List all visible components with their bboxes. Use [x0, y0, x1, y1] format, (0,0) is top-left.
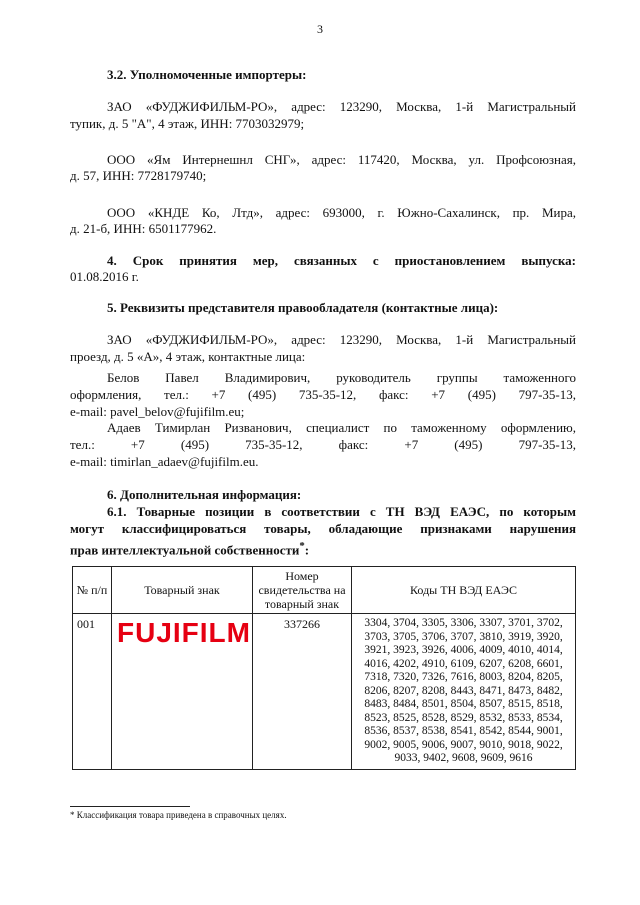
codes-line: 3304, 3704, 3305, 3306, 3307, 3701, 3702,	[364, 617, 563, 629]
section-4-line-1: 4. Срок принятия мер, связанных с приостановлением выпуска:	[107, 253, 576, 268]
codes-line: 7318, 7320, 7326, 7616, 8003, 8204, 8205,	[364, 671, 563, 683]
table-row	[73, 614, 576, 770]
rep-org-line-2: проезд, д. 5 «А», 4 этаж, контактные лица:	[70, 349, 306, 364]
importer-1-line-2: тупик, д. 5 "А", 4 этаж, ИНН: 7703032979;	[70, 116, 305, 131]
tnved-codes-table	[72, 566, 576, 770]
codes-cell	[352, 614, 576, 770]
contact-2-line-1: Адаев Тимирлан Ризванович, специалист по таможенному оформлению,	[107, 420, 576, 435]
codes-line: 8206, 8207, 8208, 8443, 8471, 8473, 8482,	[364, 684, 563, 697]
header-trademark: Товарный знак	[112, 567, 253, 614]
footnote: * Классификация товара приведена в справочных целях.	[70, 810, 287, 820]
contact-1-line-1: Белов Павел Владимирович, руководитель группы таможенного	[107, 370, 576, 385]
codes-line: 3921, 3923, 3926, 4006, 4009, 4010, 4014,	[364, 644, 563, 656]
contact-2-line-2: тел.: +7 (495) 735-35-12, факс: +7 (495) 797-35-13,	[70, 437, 576, 452]
codes-line: 4016, 4202, 4910, 6109, 6207, 6208, 6601,	[364, 657, 563, 670]
trademark-cell	[112, 614, 253, 770]
row-number: 001	[73, 614, 112, 770]
fujifilm-logo: FUJIFILM	[117, 617, 251, 648]
section-6-1-line-1: 6.1. Товарные позиции в соответствии с ТН ВЭД ЕАЭС, по которым	[107, 504, 576, 519]
section-3-2-heading: 3.2. Уполномоченные импортеры:	[107, 67, 307, 82]
codes-line: 8483, 8484, 8501, 8504, 8507, 8515, 8518,	[364, 698, 563, 710]
importer-3-line-2: д. 21-б, ИНН: 6501177962.	[70, 221, 217, 236]
certificate-number: 337266	[253, 614, 352, 770]
section-5-heading: 5. Реквизиты представителя правообладателя (контактные лица):	[107, 300, 499, 315]
page-number: 3	[317, 22, 323, 36]
codes-line: 3703, 3705, 3706, 3707, 3810, 3919, 3920,	[364, 630, 563, 643]
section-6-heading: 6. Дополнительная информация:	[107, 487, 302, 502]
importer-2-line-1: ООО «Ям Интернешнл СНГ», адрес: 117420, Москва, ул. Профсоюзная,	[107, 152, 576, 167]
header-certificate: Номер свидетельства на товарный знак	[253, 567, 352, 614]
header-codes: Коды ТН ВЭД ЕАЭС	[352, 567, 576, 614]
codes-line: 9033, 9402, 9608, 9609, 9616	[394, 752, 533, 764]
footnote-divider	[70, 806, 190, 807]
table-header-row	[73, 567, 576, 614]
contact-2-email: e-mail: timirlan_adaev@fujifilm.eu.	[70, 454, 259, 469]
section-6-1-line-2: могут классифицироваться товары, обладающие признаками нарушения	[70, 521, 576, 536]
importer-3-line-1: ООО «КНДЕ Ко, Лтд», адрес: 693000, г. Южно-Сахалинск, пр. Мира,	[107, 205, 576, 220]
codes-line: 9002, 9005, 9006, 9007, 9010, 9018, 9022,	[364, 738, 563, 751]
rep-org-line-1: ЗАО «ФУДЖИФИЛЬМ-РО», адрес: 123290, Москва, 1-й Магистральный	[107, 332, 576, 347]
importer-2-line-2: д. 57, ИНН: 7728179740;	[70, 168, 207, 183]
header-number: № п/п	[73, 567, 112, 614]
footnote-marker: *	[299, 540, 305, 552]
contact-1-line-2: оформления, тел.: +7 (495) 735-35-12, факс: +7 (495) 797-35-13,	[70, 387, 576, 402]
codes-line: 8523, 8525, 8528, 8529, 8532, 8533, 8534,	[364, 711, 563, 724]
importer-1-line-1: ЗАО «ФУДЖИФИЛЬМ-РО», адрес: 123290, Москва, 1-й Магистральный	[107, 99, 576, 114]
section-6-1-line-3	[70, 538, 576, 558]
section-6-1-line-3-text: прав интеллектуальной собственности	[70, 542, 300, 558]
section-4-date: 01.08.2016 г.	[70, 269, 139, 284]
contact-1-email: e-mail: pavel_belov@fujifilm.eu;	[70, 404, 245, 419]
codes-line: 8536, 8537, 8538, 8541, 8542, 8544, 9001,	[364, 725, 563, 737]
section-6-1-colon: :	[304, 542, 310, 558]
